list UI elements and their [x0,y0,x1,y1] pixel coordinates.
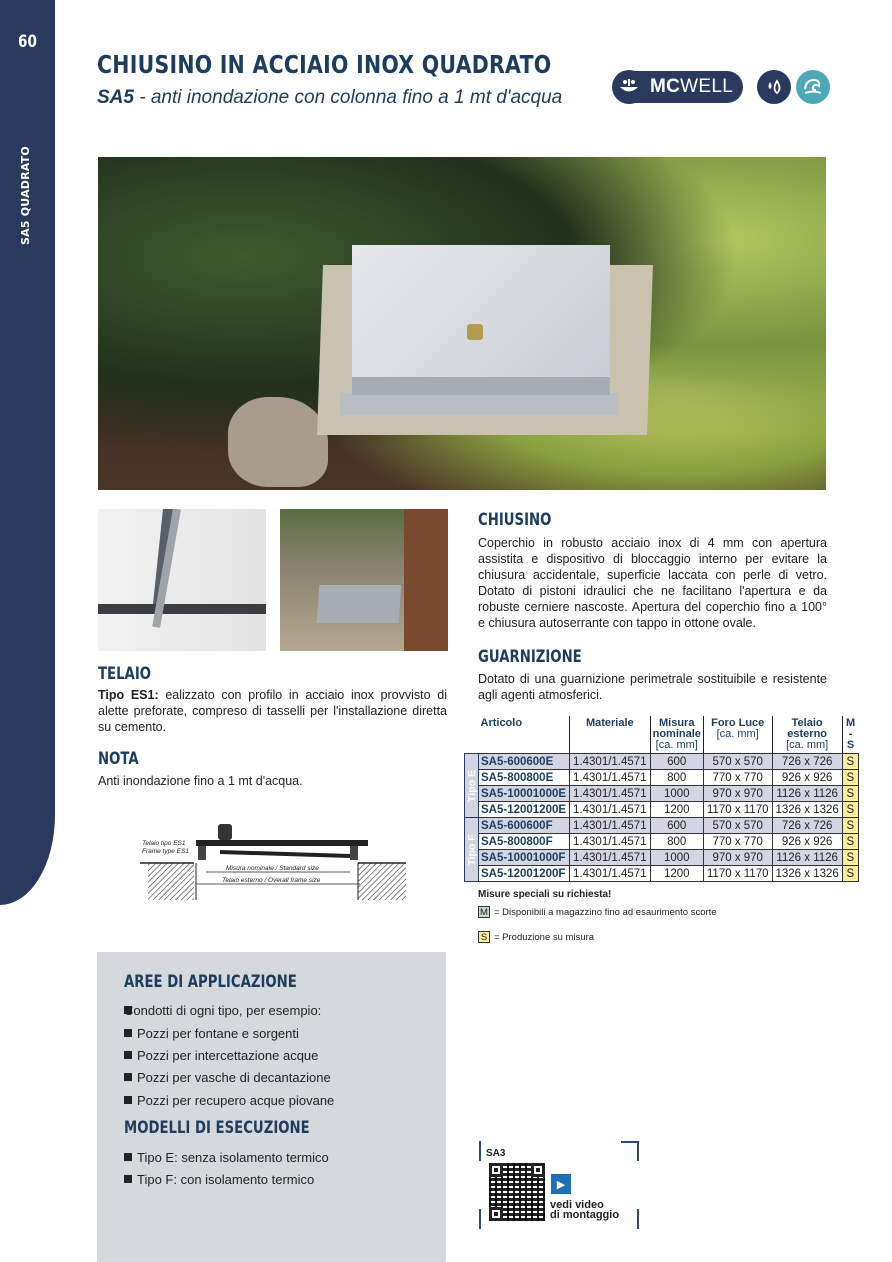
cell-ms: S [842,866,858,882]
cell-materiale: 1.4301/1.4571 [570,786,651,802]
nota-text: Anti inondazione fino a 1 mt d'acqua. [98,774,303,788]
wave-icon [796,70,830,104]
play-icon[interactable]: ▶ [551,1174,571,1194]
cell-articolo: SA5-12001200F [479,866,570,882]
qr-finder [531,1163,545,1177]
legend-m-box: M [478,906,490,918]
group-label-tipo-e: Tipo E [465,754,479,818]
page-title: CHIUSINO IN ACCIAIO INOX QUADRATO [97,50,552,79]
cell-telaio: 726 x 726 [772,754,842,770]
fountain-icon [612,70,646,104]
col-articolo: Articolo [480,717,523,729]
col-materiale: Materiale [570,716,651,754]
guarnizione-heading: GUARNIZIONE [478,647,582,667]
cell-foro: 770 x 770 [703,834,772,850]
table-row [465,786,859,802]
cell-materiale: 1.4301/1.4571 [570,802,651,818]
cell-foro: 1170 x 1170 [703,866,772,882]
cell-telaio: 1126 x 1126 [772,850,842,866]
water-drops-icon [757,70,791,104]
cell-telaio: 926 x 926 [772,834,842,850]
cell-materiale: 1.4301/1.4571 [570,834,651,850]
cell-articolo: SA5-12001200E [479,802,570,818]
cell-materiale: 1.4301/1.4571 [570,866,651,882]
subtitle-text: - anti inondazione con colonna fino a 1 mt d'acqua [133,87,563,108]
frame-base-shape [340,393,618,415]
table-row [465,850,859,866]
chiusino-heading: CHIUSINO [478,510,552,530]
col-foro: Foro Luce [ca. mm] [703,716,772,754]
cell-misura: 600 [650,754,703,770]
table-row [465,802,859,818]
installed-lid-shape [317,585,402,623]
cell-articolo: SA5-800800E [479,770,570,786]
cell-foro: 770 x 770 [703,770,772,786]
col-ms: M - S [842,716,858,754]
table-row [465,818,859,834]
cell-foro: 970 x 970 [703,850,772,866]
applicazione-intro: Condotti di ogni tipo, per esempio: [124,1003,322,1018]
chiusino-text: Coperchio in robusto acciaio inox di 4 mm con apertura assistita e dispositivo di bloccaggio interno per evitare la chiusura accidentale, superficie laccata con perle di vetro. Dotato di pistoni idraulici che ne facilitano l'apertura e da robuste cerniere nascoste. Apertura del coperchio fino a 100° e chiusura autoserrante con tappo in ottone ovale. [478,536,827,630]
modelli-heading: MODELLI DI ESECUZIONE [124,1118,310,1138]
cell-foro: 1170 x 1170 [703,802,772,818]
cell-foro: 570 x 570 [703,754,772,770]
table-header-row [465,716,859,754]
qr-code[interactable] [489,1163,545,1221]
cell-misura: 800 [650,834,703,850]
cell-materiale: 1.4301/1.4571 [570,770,651,786]
list-item: Tipo E: senza isolamento termico [124,1150,329,1165]
special-sizes-note: Misure speciali su richiesta! [478,889,612,900]
telaio-text: Tipo ES1: ealizzato con profilo in acciaio inox provvisto di alette preforate, compreso di tasselli per l'installazione diretta su cemento. [98,688,447,734]
legend-s-text: = Produzione su misura [494,931,595,943]
cell-telaio: 926 x 926 [772,770,842,786]
section-side-label: SA5 QUADRATO [19,146,32,245]
cell-materiale: 1.4301/1.4571 [570,754,651,770]
table-row [465,754,859,770]
diagram-overall-label: Telaio esterno / Overall frame size [222,877,321,884]
rock-shape [228,397,328,487]
product-code: SA5 [97,87,134,108]
product-table [464,716,859,882]
cell-articolo: SA5-800800F [479,834,570,850]
list-item: Pozzi per fontane e sorgenti [124,1026,299,1041]
diagram-nominal-label: Misura nominale / Standard size [226,865,319,872]
col-telaio: Telaio esterno [ca. mm] [772,716,842,754]
cell-misura: 1200 [650,866,703,882]
telaio-heading: TELAIO [98,664,152,684]
cell-ms: S [842,834,858,850]
nota-heading: NOTA [98,749,139,769]
corner-mark [637,1209,639,1229]
cell-articolo: SA5-600600E [479,754,570,770]
cell-misura: 1200 [650,802,703,818]
group-label-tipo-f: Tipo F [465,818,479,882]
wood-wall-shape [404,509,448,651]
col-misura: Misura nominale [ca. mm] [650,716,703,754]
cell-telaio: 726 x 726 [772,818,842,834]
legend-s-box: S [478,931,490,943]
list-item: Pozzi per intercettazione acque [124,1048,318,1063]
cell-ms: S [842,770,858,786]
cell-materiale: 1.4301/1.4571 [570,850,651,866]
page-number: 60 [18,32,37,52]
table-row [465,770,859,786]
page-subtitle [97,87,562,109]
legend-m-text: = Disponibili a magazzino fino ad esaurimento scorte [494,906,717,918]
cell-articolo: SA5-600600F [479,818,570,834]
cell-ms: S [842,754,858,770]
frame-horizontal [98,604,266,614]
cell-articolo: SA5-10001000F [479,850,570,866]
manhole-lid-shape [352,245,610,395]
list-item: Pozzi per recupero acque piovane [124,1093,334,1108]
corner-mark [621,1141,639,1143]
cell-telaio: 1326 x 1326 [772,866,842,882]
brand-name: MCWELL [650,76,734,97]
cell-misura: 1000 [650,850,703,866]
corner-mark [479,1209,481,1229]
list-item: Pozzi per vasche di decantazione [124,1070,331,1085]
brand-logos [613,70,830,104]
lid-front-edge [352,377,610,395]
cell-telaio: 1126 x 1126 [772,786,842,802]
cell-foro: 570 x 570 [703,818,772,834]
cell-ms: S [842,802,858,818]
piston-hinge-photo [98,509,266,651]
hero-product-photo [98,157,826,490]
cell-foro: 970 x 970 [703,786,772,802]
cell-articolo: SA5-10001000E [479,786,570,802]
cell-misura: 1000 [650,786,703,802]
guarnizione-text: Dotato di una guarnizione perimetrale sostituibile e resistente agli agenti atmosferici. [478,672,827,702]
table-row [465,866,859,882]
cell-misura: 600 [650,818,703,834]
cross-section-diagram [140,822,406,902]
cell-ms: S [842,786,858,802]
list-item: Tipo F: con isolamento termico [124,1172,314,1187]
qr-finder [489,1163,503,1177]
video-link-text[interactable]: vedi video di montaggio [550,1199,620,1221]
mcwell-logo [613,71,743,103]
applicazione-heading: AREE DI APPLICAZIONE [124,972,297,992]
cell-materiale: 1.4301/1.4571 [570,818,651,834]
diagram-frame-label: Telaio tipo ES1 Frame type ES1 [142,840,189,855]
cell-misura: 800 [650,770,703,786]
table-row [465,834,859,850]
corner-mark [637,1141,639,1161]
cell-ms: S [842,850,858,866]
legend-s [478,931,594,943]
legend-m [478,906,717,918]
installed-cover-photo [280,509,448,651]
cell-telaio: 1326 x 1326 [772,802,842,818]
sidebar-band [0,0,55,905]
video-code: SA3 [486,1148,506,1159]
qr-finder [489,1207,503,1221]
cell-ms: S [842,818,858,834]
brass-cap-shape [467,324,483,340]
